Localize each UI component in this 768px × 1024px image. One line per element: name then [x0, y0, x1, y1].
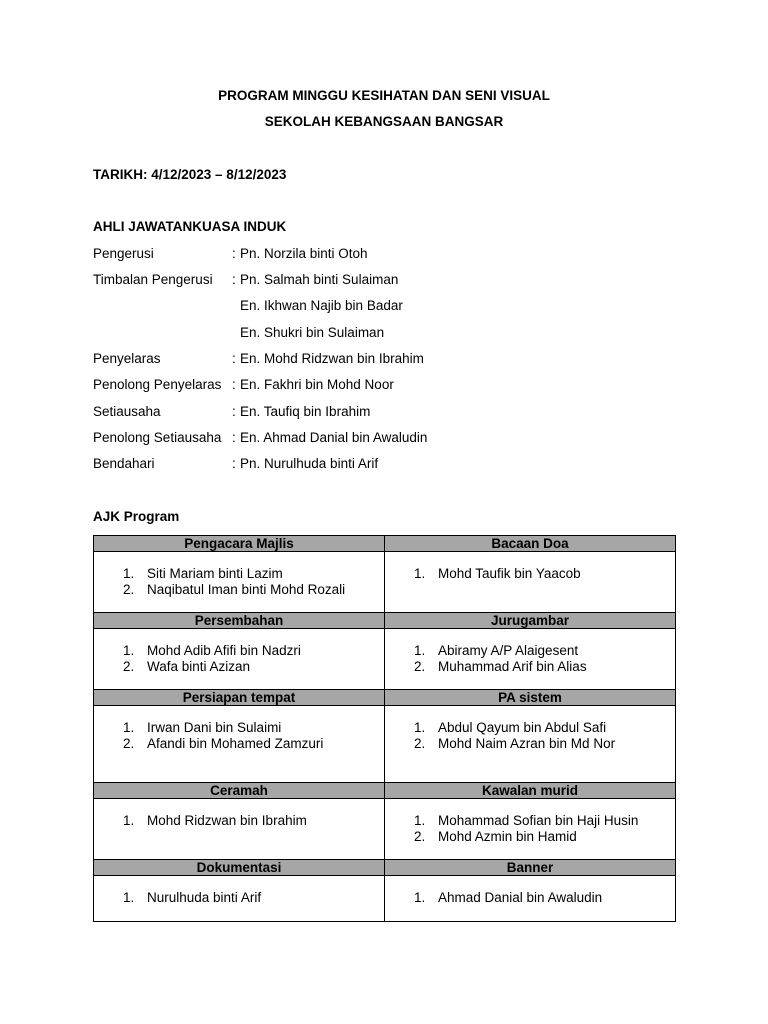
committee-name: En. Taufiq bin Ibrahim — [240, 404, 371, 419]
ajk-body-row — [94, 799, 676, 860]
member-name: Mohd Adib Afifi bin Nadzri — [147, 643, 301, 658]
member-list — [94, 890, 384, 906]
member-item: 2. Afandi bin Mohamed Zamzuri — [123, 735, 324, 751]
member-list — [385, 813, 675, 844]
ajk-header-row — [94, 613, 676, 629]
ajk-header-cell: PA sistem — [385, 690, 676, 706]
ajk-body-cell — [385, 706, 676, 783]
member-item: 1. Irwan Dani bin Sulaimi — [123, 720, 282, 735]
ajk-body-row — [94, 552, 676, 613]
committee-colon: : — [232, 456, 236, 471]
committee-role: Penolong Setiausaha — [93, 430, 222, 445]
member-item: 2. Naqibatul Iman binti Mohd Rozali — [123, 581, 346, 597]
ajk-body-cell — [385, 876, 676, 922]
member-item: 1. Siti Mariam binti Lazim — [123, 566, 283, 581]
member-item: 1. Mohd Ridzwan bin Ibrahim — [123, 813, 307, 828]
ajk-header-cell: Bacaan Doa — [385, 536, 676, 552]
ajk-header-cell: Persiapan tempat — [94, 690, 385, 706]
committee-colon: : — [232, 430, 236, 445]
member-item: 1. Nurulhuda binti Arif — [123, 890, 262, 905]
committee-colon: : — [232, 246, 236, 261]
ajk-body-cell — [94, 552, 385, 613]
committee-name: En. Shukri bin Sulaiman — [240, 325, 385, 340]
ajk-header-cell: Jurugambar — [385, 613, 676, 629]
member-name: Afandi bin Mohamed Zamzuri — [147, 735, 324, 751]
member-item: 2. Mohd Azmin bin Hamid — [414, 828, 577, 844]
school-name: SEKOLAH KEBANGSAAN BANGSAR — [264, 114, 504, 129]
ajk-header-cell: Dokumentasi — [94, 860, 385, 876]
committee-colon: : — [232, 377, 236, 392]
committee-role: Penolong Penyelaras — [93, 377, 222, 392]
member-item: 2. Muhammad Arif bin Alias — [414, 658, 587, 674]
ajk-body-cell — [94, 706, 385, 783]
document-title: PROGRAM MINGGU KESIHATAN DAN SENI VISUAL — [218, 88, 550, 103]
member-name: Muhammad Arif bin Alias — [438, 658, 587, 674]
ajk-body-row — [94, 706, 676, 783]
member-item: 1. Mohd Adib Afifi bin Nadzri — [123, 643, 301, 658]
member-name: Mohd Ridzwan bin Ibrahim — [147, 813, 307, 828]
member-item: 1. Ahmad Danial bin Awaludin — [414, 890, 603, 905]
committee-name: En. Ikhwan Najib bin Badar — [240, 298, 403, 313]
committee-role: Setiausaha — [93, 404, 161, 419]
member-item: 2. Wafa binti Azizan — [123, 658, 251, 674]
ajk-table — [93, 535, 676, 922]
ajk-header-row — [94, 536, 676, 552]
committee-name: En. Ahmad Danial bin Awaludin — [240, 430, 428, 445]
ajk-header-cell: Banner — [385, 860, 676, 876]
member-name: Irwan Dani bin Sulaimi — [147, 720, 282, 735]
member-list — [94, 566, 384, 597]
committee-colon: : — [232, 272, 236, 287]
committee-role: Pengerusi — [93, 246, 154, 261]
member-name: Abdul Qayum bin Abdul Safi — [438, 720, 607, 735]
member-name: Mohd Naim Azran bin Md Nor — [438, 735, 616, 751]
committee-colon: : — [232, 351, 236, 366]
ajk-body-cell — [94, 799, 385, 860]
member-list — [385, 566, 675, 582]
ajk-body-cell — [385, 552, 676, 613]
member-name: Siti Mariam binti Lazim — [147, 566, 283, 581]
member-item: 2. Mohd Naim Azran bin Md Nor — [414, 735, 616, 751]
ajk-body-cell — [94, 629, 385, 690]
ajk-body-cell — [385, 629, 676, 690]
member-name: Naqibatul Iman binti Mohd Rozali — [147, 581, 346, 597]
member-name: Nurulhuda binti Arif — [147, 890, 262, 905]
committee-role: Timbalan Pengerusi — [93, 272, 213, 287]
member-list — [94, 813, 384, 829]
ajk-header-cell: Ceramah — [94, 783, 385, 799]
member-item: 1. Mohammad Sofian bin Haji Husin — [414, 813, 639, 828]
member-item: 1. Abiramy A/P Alaigesent — [414, 643, 579, 658]
member-name: Abiramy A/P Alaigesent — [438, 643, 579, 658]
ajk-body-row — [94, 876, 676, 922]
ajk-header-row — [94, 690, 676, 706]
member-name: Mohd Taufik bin Yaacob — [438, 566, 581, 581]
member-item: 1. Abdul Qayum bin Abdul Safi — [414, 720, 607, 735]
committee-role: Bendahari — [93, 456, 155, 471]
ajk-body-cell — [94, 876, 385, 922]
member-list — [385, 720, 675, 751]
member-name: Wafa binti Azizan — [147, 658, 251, 674]
ajk-header-cell: Pengacara Majlis — [94, 536, 385, 552]
member-name: Mohammad Sofian bin Haji Husin — [438, 813, 639, 828]
committee-name: En. Mohd Ridzwan bin Ibrahim — [240, 351, 424, 366]
committee-role: Penyelaras — [93, 351, 161, 366]
committee-colon: : — [232, 404, 236, 419]
ajk-header-cell: Persembahan — [94, 613, 385, 629]
committee-name: Pn. Salmah binti Sulaiman — [240, 272, 399, 287]
ajk-heading: AJK Program — [93, 509, 180, 524]
member-list — [94, 643, 384, 674]
ajk-header-cell: Kawalan murid — [385, 783, 676, 799]
ajk-header-row — [94, 783, 676, 799]
member-name: Ahmad Danial bin Awaludin — [438, 890, 603, 905]
member-name: Mohd Azmin bin Hamid — [438, 828, 577, 844]
date-line: TARIKH: 4/12/2023 – 8/12/2023 — [93, 167, 287, 182]
ajk-header-row — [94, 860, 676, 876]
member-list — [94, 720, 384, 751]
ajk-body-cell — [385, 799, 676, 860]
ajk-body-row — [94, 629, 676, 690]
committee-name: En. Fakhri bin Mohd Noor — [240, 377, 394, 392]
member-list — [385, 643, 675, 674]
committee-name: Pn. Nurulhuda binti Arif — [240, 456, 379, 471]
committee-name: Pn. Norzila binti Otoh — [240, 246, 368, 261]
member-item: 1. Mohd Taufik bin Yaacob — [414, 566, 581, 581]
member-list — [385, 890, 675, 906]
committee-heading: AHLI JAWATANKUASA INDUK — [93, 219, 287, 234]
